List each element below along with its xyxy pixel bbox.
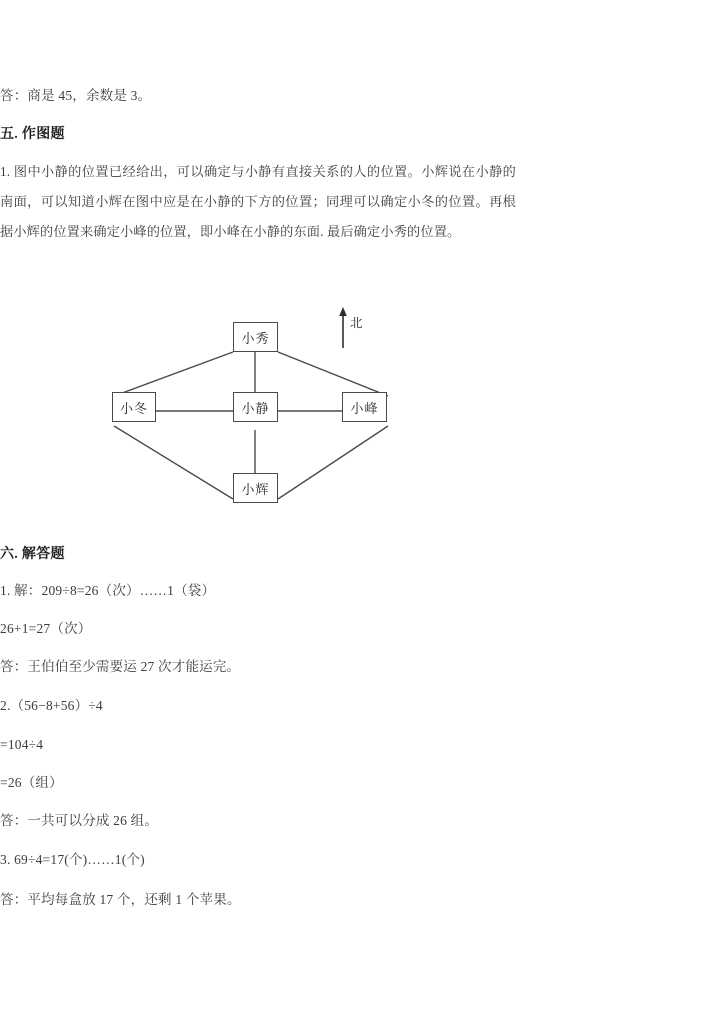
diagram-node-xiaojing[interactable] — [233, 392, 278, 422]
section-six-line-6: =26（组） — [0, 775, 63, 790]
section-six-line-1: 1. 解：209÷8=26（次）……1（袋） — [0, 583, 216, 598]
diagram-node-label: 小峰 — [350, 400, 379, 416]
section-six-line-9: 答：平均每盒放 17 个，还剩 1 个苹果。 — [0, 892, 241, 907]
section-six-line-8: 3. 69÷4=17(个)……1(个) — [0, 852, 145, 867]
section-six-line-2: 26+1=27（次） — [0, 621, 92, 636]
section-six-line-5: =104÷4 — [0, 737, 44, 752]
diagram-node-label: 小辉 — [241, 481, 270, 497]
section-six-line-4: 2.（56−8+56）÷4 — [0, 698, 103, 713]
section-six-line-3: 答：王伯伯至少需要运 27 次才能运完。 — [0, 659, 241, 674]
diagram-node-xiaohui[interactable] — [233, 473, 278, 503]
top-answer-line: 答：商是 45，余数是 3。 — [0, 88, 152, 103]
diagram-node-label: 小静 — [241, 400, 270, 416]
section-five-paragraph: 1. 图中小静的位置已经给出，可以确定与小静有直接关系的人的位置。小辉说在小静的南面，可以知道小辉在图中应是在小静的下方的位置；同理可以确定小冬的位置。再根据小辉的位置来确定小峰的位置，即小峰在小静的东面. 最后确定小秀的位置。 — [0, 164, 516, 239]
compass-north-label: 北 — [350, 316, 363, 330]
north-arrow-head — [339, 307, 347, 316]
diagram-node-label: 小秀 — [241, 330, 270, 346]
position-relationship-diagram — [100, 300, 420, 525]
section-five-heading: 五. 作图题 — [0, 127, 65, 142]
diagram-node-xiaoxiu[interactable] — [233, 322, 278, 352]
diagram-node-label: 小冬 — [119, 400, 148, 416]
diagram-node-xiaodong[interactable] — [112, 392, 156, 422]
section-six-line-7: 答：一共可以分成 26 组。 — [0, 813, 159, 828]
diagram-node-xiaofeng[interactable] — [342, 392, 387, 422]
section-six-heading: 六. 解答题 — [0, 547, 65, 562]
